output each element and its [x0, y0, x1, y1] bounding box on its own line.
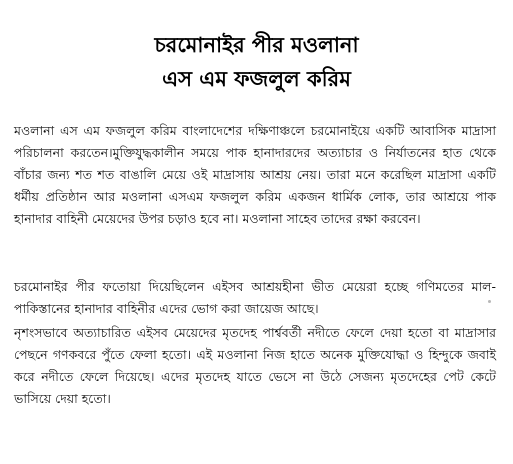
title-line-2: এস এম ফজলুল করিম	[162, 67, 351, 91]
paragraph-1: মওলানা এস এম ফজলুল করিম বাংলাদেশের দক্ষিণাঞ্চলে চরমোনাইয়ে একটি আবাসিক মাদ্রাসা পরিচালনা করতেন।মুক্তিযুদ্ধকালীন সময়ে পাক হানাদারদের অত্যাচার ও নির্যাতনের হাত থেকে বাঁচার জন্য শত শত বাঙালি মেয়ে ওই মাদ্রাসায় আশ্রয় নেয়। তারা মনে করেছিল মাদ্রাসা একটি ধর্মীয় প্রতিষ্ঠান আর মওলানা এসএম ফজলুল করিম একজন ধার্মিক লোক, তার আশ্রয়ে পাক হানাদার বাহিনী মেয়েদের উপর চড়াও হবে না। মওলানা সাহেব তাদের রক্ষা করবেন।	[14, 123, 496, 226]
document-title	[0, 28, 513, 96]
scan-speck	[488, 300, 491, 303]
paragraph-3: নৃশংসভাবে অত্যাচারিত এইসব মেয়েদের মৃতদেহ পার্শ্ববর্তী নদীতে ফেলে দেয়া হতো বা মাদ্রাসার পেছনে গণকবরে পুঁতে ফেলা হতো। এই মওলানা নিজ হাতে অনেক মুক্তিযোদ্ধা ও হিন্দুকে জবাই করে নদীতে ফেলে দিয়েছে। এদের মৃতদেহ যাতে ভেসে না উঠে সেজন্য মৃতদেহের পেট কেটে ভাসিয়ে দেয়া হতো।	[14, 325, 496, 406]
title-line-1: চরমোনাইর পীর মওলানা	[154, 33, 359, 57]
paragraph-2: চরমোনাইর পীর ফতোয়া দিয়েছিলেন এইসব আশ্রয়হীনা ভীত মেয়েরা হচ্ছে গণিমতের মাল-পাকিস্তানের হানাদার বাহিনীর এদের ভোগ করা জায়েজ আছে।	[14, 279, 496, 316]
